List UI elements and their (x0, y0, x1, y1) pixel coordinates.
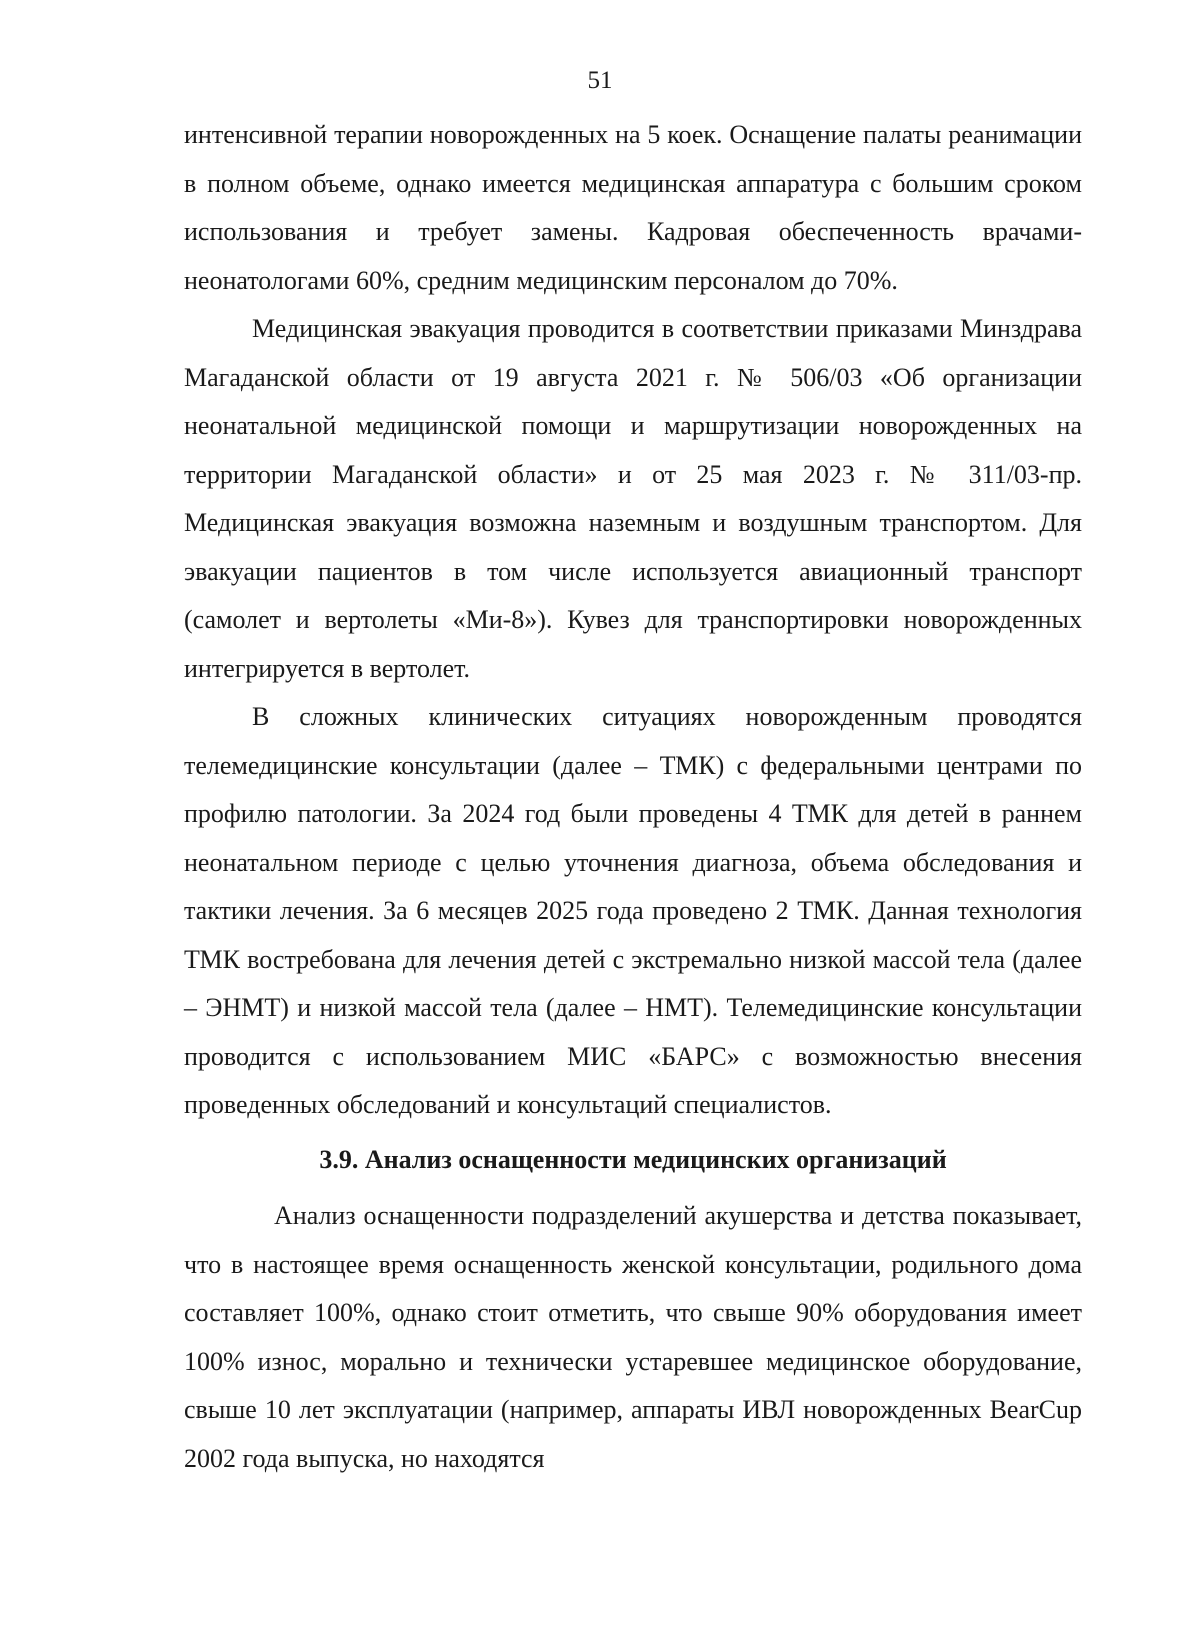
page-content (184, 111, 1082, 1483)
paragraph-continuation: интенсивной терапии новорожденных на 5 коек. Оснащение палаты реанимации в полном объеме, однако имеется медицинская аппаратура с большим сроком использования и требует замены. Кадровая обеспеченность врачами-неонатологами 60%, средним медицинским персоналом до 70%. (184, 120, 1082, 295)
paragraph-telemedicine: В сложных клинических ситуациях новорожденным проводятся телемедицинские консультации (далее – ТМК) с федеральными центрами по профилю патологии. За 2024 год были проведены 4 ТМК для детей в раннем неонатальном периоде с целью уточнения диагноза, объема обследования и тактики лечения. За 6 месяцев 2025 года проведено 2 ТМК. Данная технология ТМК востребована для лечения детей с экстремально низкой массой тела (далее – ЭНМТ) и низкой массой тела (далее – НМТ). Телемедицинские консультации проводится с использованием МИС «БАРС» с возможностью внесения проведенных обследований и консультаций специалистов. (184, 702, 1082, 1119)
section-heading: 3.9. Анализ оснащенности медицинских организаций (319, 1144, 947, 1174)
paragraph-equipment-analysis: Анализ оснащенности подразделений акушерства и детства показывает, что в настоящее время оснащенность женской консультации, родильного дома составляет 100%, однако стоит отметить, что свыше 90% оборудования имеет 100% износ, морально и технически устаревшее медицинское оборудование, свыше 10 лет эксплуатации (например, аппараты ИВЛ новорожденных BearCup 2002 года выпуска, но находятся (184, 1201, 1082, 1473)
paragraph-medical-evacuation: Медицинская эвакуация проводится в соответствии приказами Минздрава Магаданской области от 19 августа 2021 г. № 506/03 «Об организации неонатальной медицинской помощи и маршрутизации новорожденных на территории Магаданской области» и от 25 мая 2023 г. № 311/03-пр. Медицинская эвакуация возможна наземным и воздушным транспортом. Для эвакуации пациентов в том числе используется авиационный транспорт (самолет и вертолеты «Ми-8»). Кувез для транспортировки новорожденных интегрируется в вертолет. (184, 314, 1082, 683)
page-number: 51 (587, 67, 613, 94)
